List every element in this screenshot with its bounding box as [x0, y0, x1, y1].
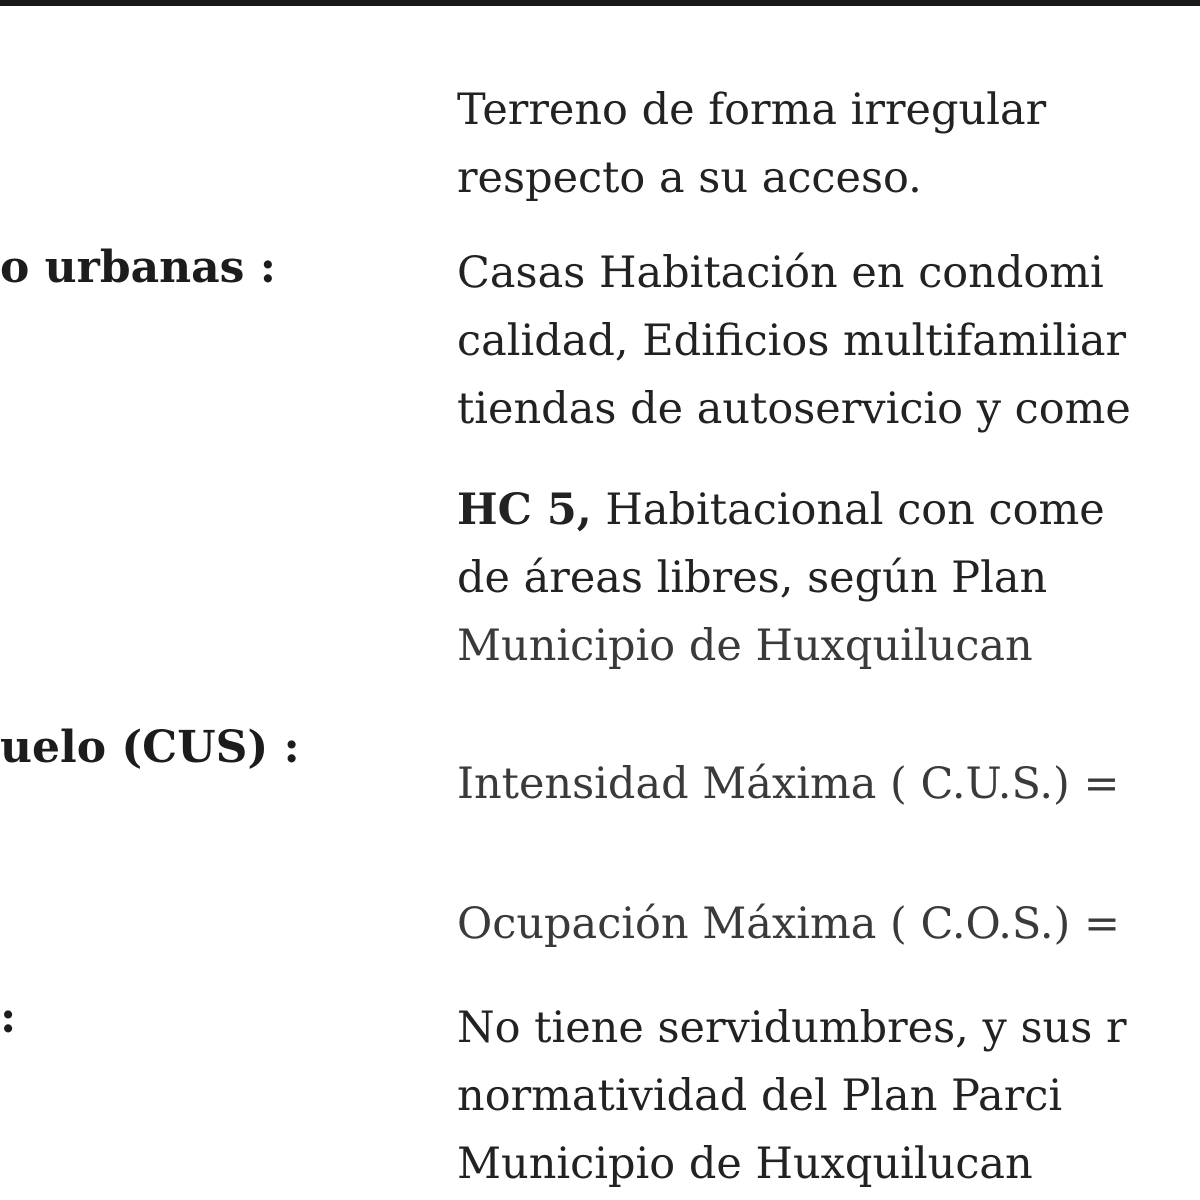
terrain-paragraph: [457, 76, 1046, 212]
zoning-code: HC 5,: [457, 485, 592, 535]
label-cus: uelo (CUS) :: [0, 722, 300, 773]
zoning-line-2: de áreas libres, según Plan: [457, 553, 1048, 603]
zoning-line-1: [457, 476, 1105, 544]
top-rule: [0, 0, 1200, 6]
urban-uses-paragraph: [457, 239, 1131, 443]
easements-line-2: normatividad del Plan Parci: [457, 1071, 1063, 1121]
cos-paragraph: [457, 890, 1120, 958]
urban-uses-line-1: Casas Habitación en condomi: [457, 248, 1104, 298]
zoning-paragraph: [457, 476, 1105, 680]
terrain-line-2: respecto a su acceso.: [457, 153, 922, 203]
urban-uses-line-3: tiendas de autoservicio y come: [457, 384, 1131, 434]
cus-paragraph: [457, 750, 1120, 818]
terrain-line-1: Terreno de forma irregular: [457, 85, 1047, 135]
cus-line: Intensidad Máxima ( C.U.S.) =: [457, 759, 1120, 809]
label-easements: :: [0, 992, 17, 1043]
zoning-line-1-text: Habitacional con come: [591, 485, 1105, 535]
cos-line: Ocupación Máxima ( C.O.S.) =: [457, 899, 1120, 949]
zoning-line-3: Municipio de Huxquilucan: [457, 621, 1033, 671]
easements-paragraph: [457, 994, 1127, 1198]
label-urban-uses: o urbanas :: [0, 242, 276, 293]
easements-line-3: Municipio de Huxquilucan: [457, 1139, 1033, 1189]
urban-uses-line-2: calidad, Edificios multifamiliar: [457, 316, 1127, 366]
easements-line-1: No tiene servidumbres, y sus r: [457, 1003, 1127, 1053]
